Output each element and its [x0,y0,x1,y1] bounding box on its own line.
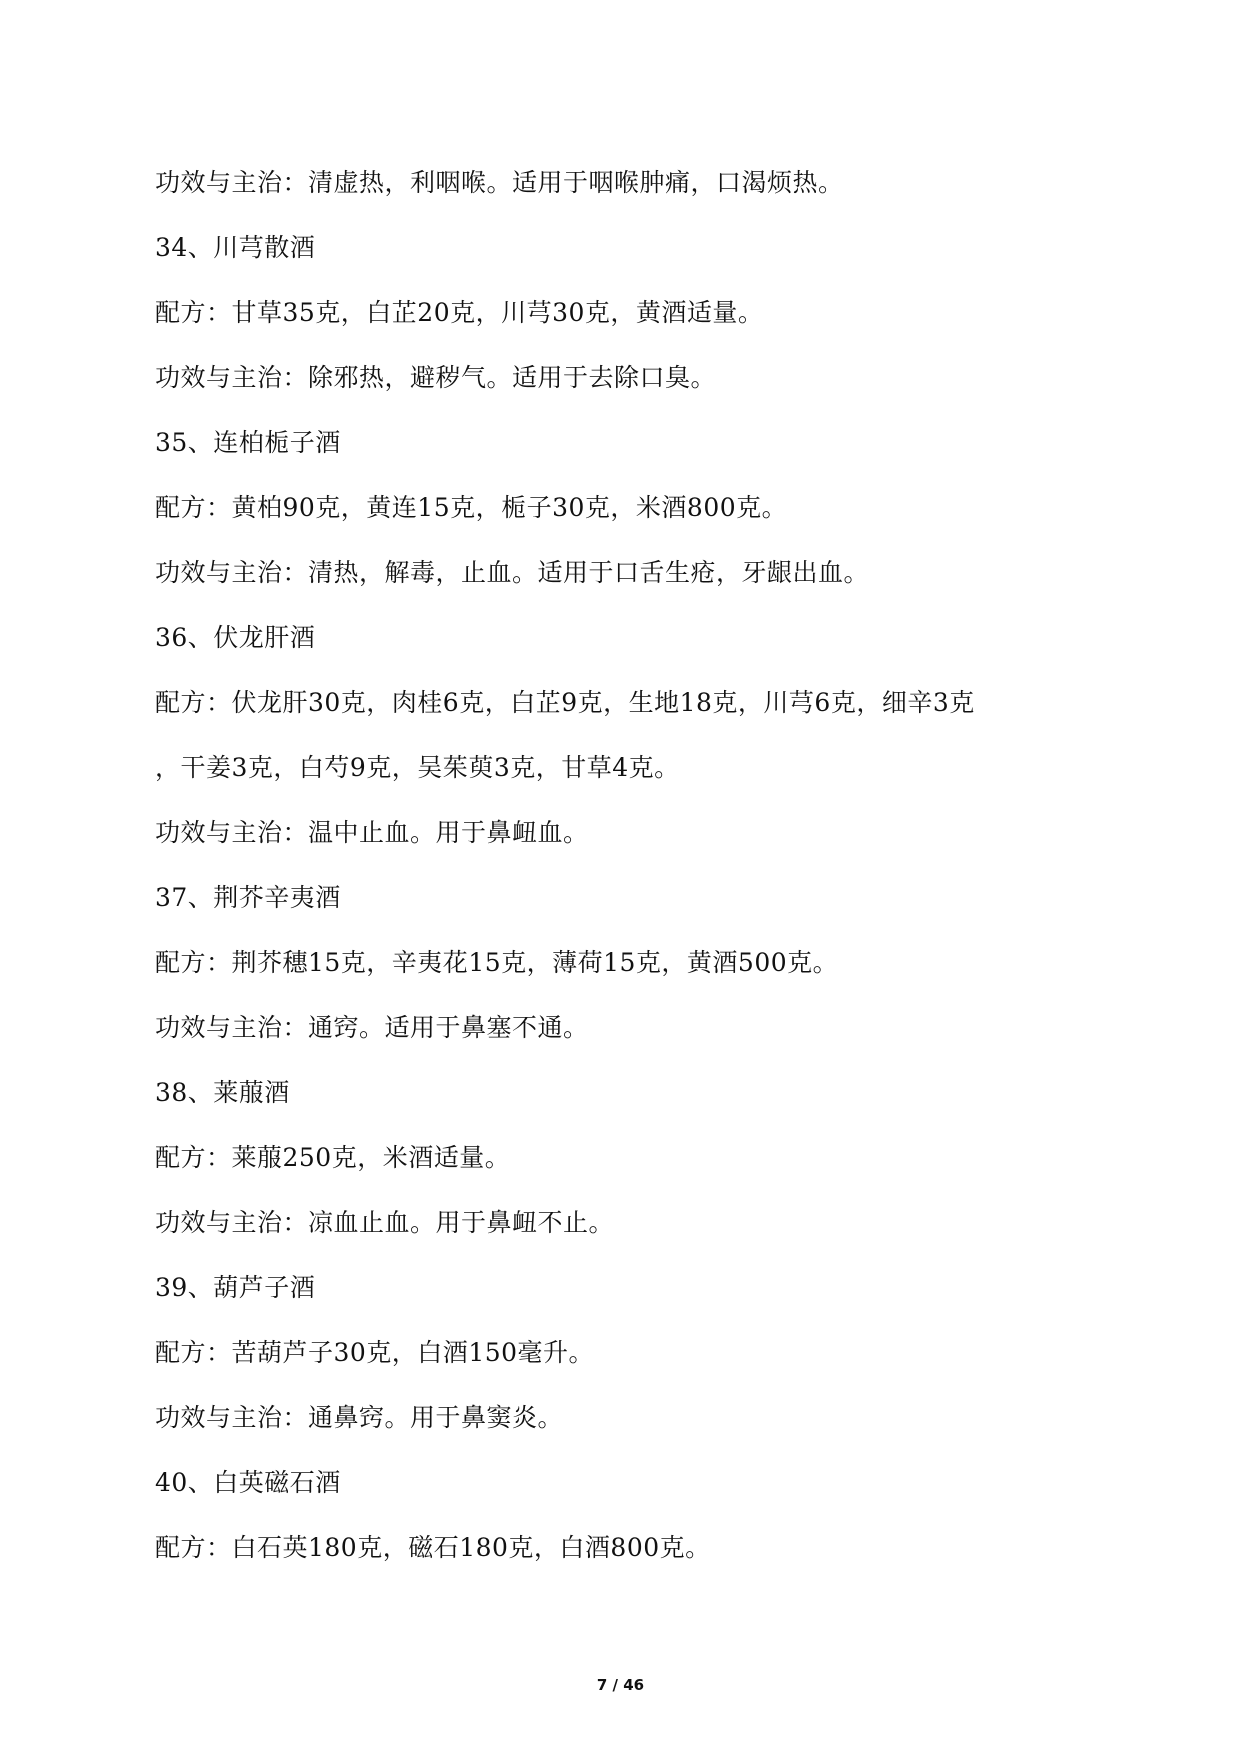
text-line: 功效与主治：清虚热，利咽喉。适用于咽喉肿痛，口渴烦热。 [155,168,844,197]
page-body [155,168,1095,1598]
text-line: ，干姜3克，白芍9克，吴茱萸3克，甘草4克。 [155,753,680,782]
recipe-heading: 39、葫芦子酒 [155,1273,316,1302]
recipe-heading: 34、川芎散酒 [155,233,316,262]
recipe-heading: 40、白英磁石酒 [155,1468,341,1497]
text-line: 功效与主治：通鼻窍。用于鼻窦炎。 [155,1403,564,1432]
text-line: 配方：莱菔250克，米酒适量。 [155,1143,511,1172]
text-line: 配方：苦葫芦子30克，白酒150毫升。 [155,1338,595,1367]
text-line: 功效与主治：清热，解毒，止血。适用于口舌生疮，牙龈出血。 [155,558,870,587]
text-line: 配方：甘草35克，白芷20克，川芎30克，黄酒适量。 [155,298,764,327]
recipe-heading: 36、伏龙肝酒 [155,623,316,652]
recipe-heading: 38、莱菔酒 [155,1078,290,1107]
text-line: 配方：白石英180克，磁石180克，白酒800克。 [155,1533,711,1562]
recipe-heading: 35、连柏栀子酒 [155,428,341,457]
text-line: 配方：黄柏90克，黄连15克，栀子30克，米酒800克。 [155,493,788,522]
text-line: 功效与主治：凉血止血。用于鼻衄不止。 [155,1208,615,1237]
recipe-heading: 37、荆芥辛夷酒 [155,883,341,912]
text-line: 功效与主治：通窍。适用于鼻塞不通。 [155,1013,589,1042]
page-number: 7 / 46 [596,1676,645,1694]
text-line: 配方：荆芥穗15克，辛夷花15克，薄荷15克，黄酒500克。 [155,948,839,977]
text-line: 功效与主治：除邪热，避秽气。适用于去除口臭。 [155,363,717,392]
text-line: 功效与主治：温中止血。用于鼻衄血。 [155,818,589,847]
text-line: 配方：伏龙肝30克，肉桂6克，白芷9克，生地18克，川芎6克，细辛3克 [155,688,975,717]
